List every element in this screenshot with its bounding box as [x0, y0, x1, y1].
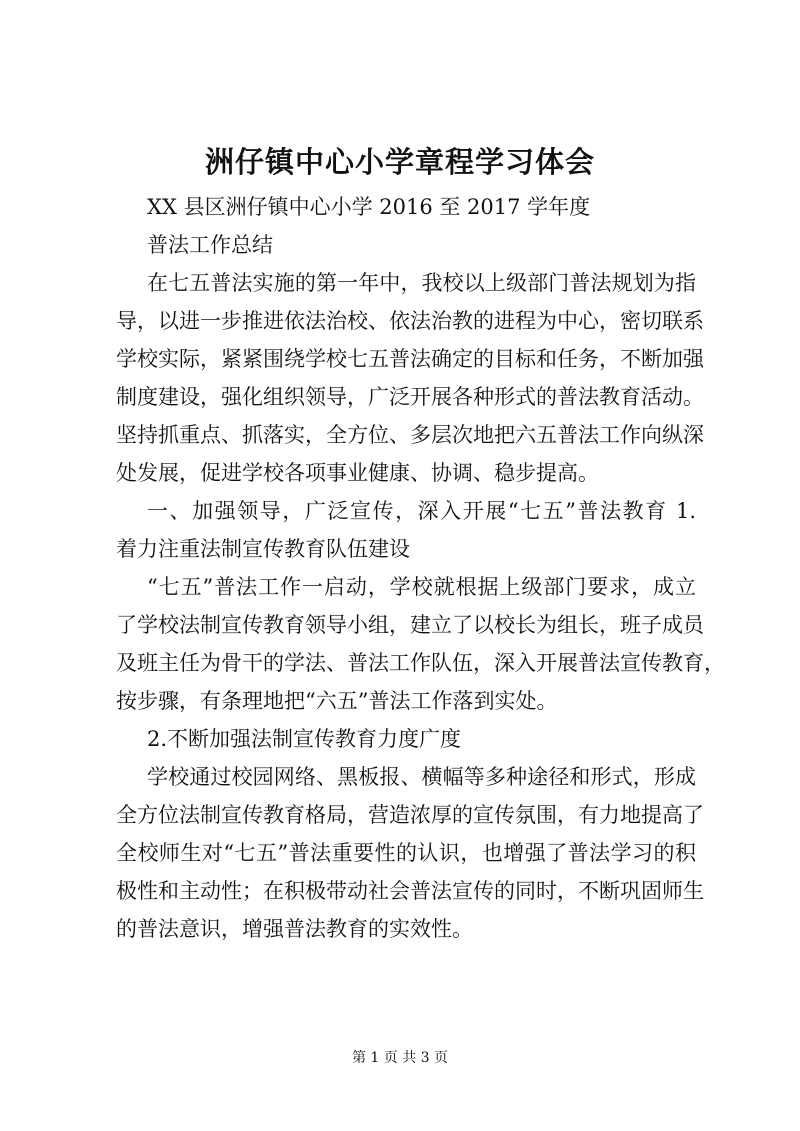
subtitle-line: XX 县区洲仔镇中心小学 2016 至 2017 学年度	[147, 195, 591, 219]
paragraph-line: 在七五普法实施的第一年中，我校以上级部门普法规划为指	[147, 271, 696, 295]
paragraph-line: 学校实际，紧紧围绕学校七五普法确定的目标和任务，不断加强	[116, 347, 704, 371]
section-heading-line: 着力注重法制宣传教育队伍建设	[116, 537, 410, 561]
paragraph-line: 导，以进一步推进依法治校、依法治教的进程为中心，密切联系	[116, 309, 704, 333]
paragraph-line: 学校通过校园网络、黑板报、横幅等多种途径和形式，形成	[147, 765, 696, 789]
page-number: 第 1 页 共 3 页	[351, 1050, 449, 1066]
document-body	[116, 188, 725, 948]
paragraph-line: 坚持抓重点、抓落实，全方位、多层次地把六五普法工作向纵深	[116, 423, 704, 447]
paragraph-line: 按步骤，有条理地把“六五”普法工作落到实处。	[116, 689, 558, 713]
subtitle-line: 普法工作总结	[147, 233, 273, 257]
document-title: 洲仔镇中心小学章程学习体会	[204, 145, 595, 179]
paragraph-line: 及班主任为骨干的学法、普法工作队伍，深入开展普法宣传教育，	[116, 651, 725, 675]
paragraph-line: 处发展，促进学校各项事业健康、协调、稳步提高。	[116, 461, 599, 485]
section-heading-line: 2.不断加强法制宣传教育力度广度	[147, 727, 462, 751]
paragraph-line: 全校师生对“七五”普法重要性的认识，也增强了普法学习的积	[116, 841, 696, 865]
paragraph-line: 极性和主动性；在积极带动社会普法宣传的同时，不断巩固师生	[116, 879, 704, 903]
section-heading-line: 一、加强领导，广泛宣传，深入开展“七五”普法教育 1.	[147, 499, 696, 523]
paragraph-line: 全方位法制宣传教育格局，营造浓厚的宣传氛围，有力地提高了	[116, 803, 704, 827]
paragraph-line: “七五”普法工作一启动，学校就根据上级部门要求，成立	[147, 575, 696, 599]
paragraph-line: 了学校法制宣传教育领导小组，建立了以校长为组长，班子成员	[116, 613, 704, 637]
paragraph-line: 的普法意识，增强普法教育的实效性。	[116, 917, 473, 941]
paragraph-line: 制度建设，强化组织领导，广泛开展各种形式的普法教育活动。	[116, 385, 704, 409]
